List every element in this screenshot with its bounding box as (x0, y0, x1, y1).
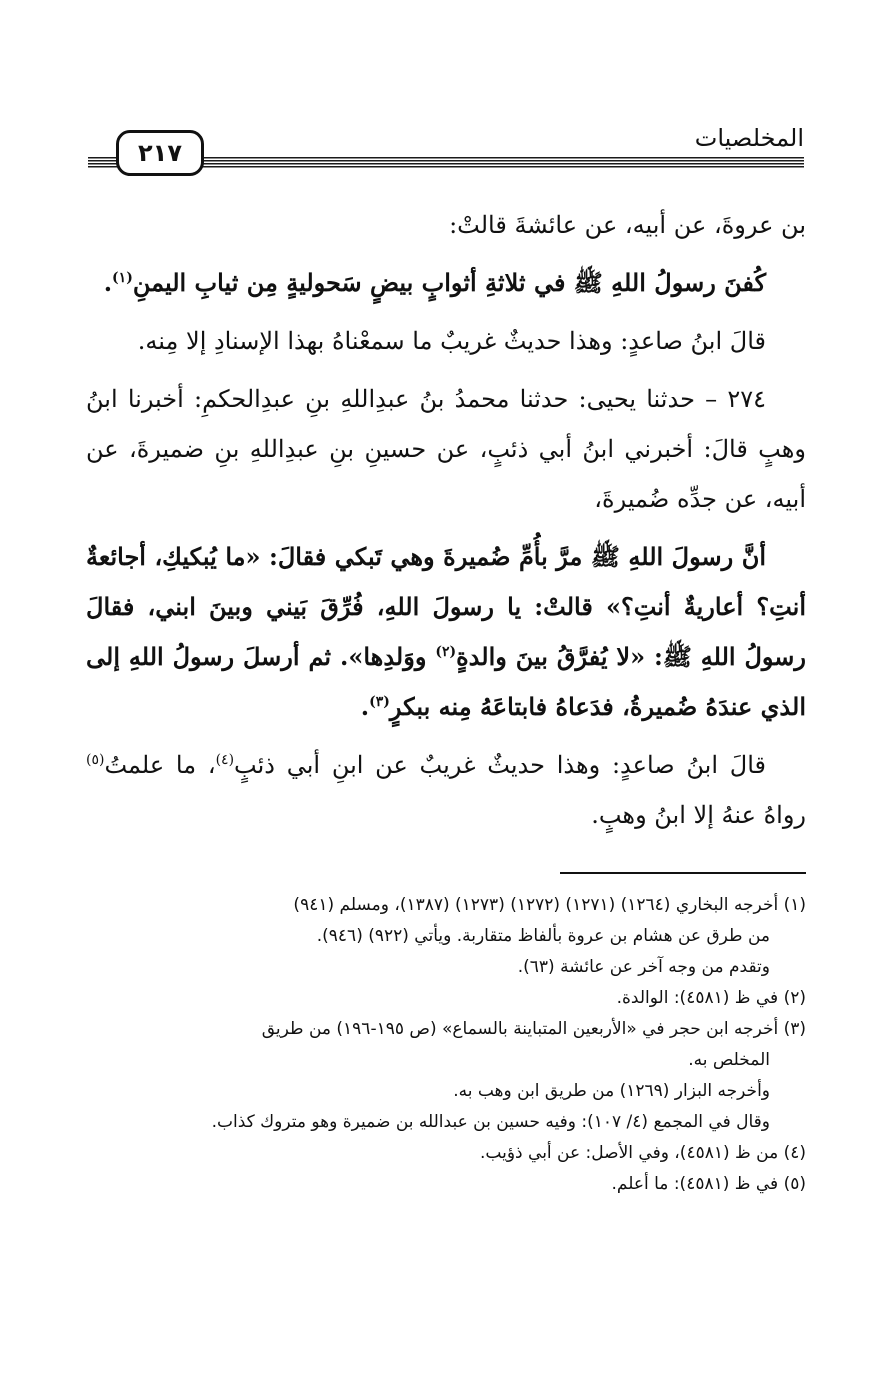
footnote-3: (٣) أخرجه ابن حجر في «الأربعين المتباينة بالسماع» (ص ١٩٥-١٩٦) من طريق (261, 1019, 806, 1039)
footnote-1-cont-2: وتقدم من وجه آخر عن عائشة (٦٣). (517, 957, 770, 977)
paragraph-5 (86, 532, 806, 732)
footnote-2: (٢) في ظ (٤٥٨١): الوالدة. (616, 988, 806, 1008)
paragraph-1: بن عروةَ، عن أبيه، عن عائشةَ قالتْ: (449, 211, 806, 239)
footnote-separator (560, 872, 806, 874)
footnote-ref-4: (٤) (215, 752, 235, 768)
hadith-text-1: كُفنَ رسولُ اللهِ ﷺ في ثلاثةِ أثوابٍ بيضٍ سَحوليةٍ مِن ثيابِ اليمنِ (132, 268, 766, 297)
page-number: ٢١٧ (116, 130, 204, 176)
page-header (88, 120, 804, 182)
footnote-1: (١) أخرجه البخاري (١٢٦٤) (١٢٧١) (١٢٧٢) (١٢٧٣) (١٣٨٧)، ومسلم (٩٤١) (293, 895, 806, 915)
hadith-text-2b: ووَلدِها». ثم أرسلَ رسولُ اللهِ إلى الذي عندَهُ ضُميرةُ، فدَعاهُ فابتاعَهُ مِنه ببكرٍ (86, 642, 806, 721)
footnote-1-cont-1: من طرق عن هشام بن عروة بألفاظ متقاربة. ويأتي (٩٢٢) (٩٤٦). (316, 926, 770, 946)
hadith-end-2: . (360, 692, 370, 721)
comment-a: قالَ ابنُ صاعدٍ: وهذا حديثٌ غريبٌ عن ابنِ أبي ذئبٍ (234, 751, 766, 779)
footnote-3-cont-1: المخلص به. (688, 1050, 770, 1070)
footnote-3-cont-3: وقال في المجمع (٤/ ١٠٧): وفيه حسين بن عبدالله بن ضميرة وهو متروك كذاب. (211, 1112, 770, 1132)
footnote-ref-1: (١) (112, 270, 133, 286)
paragraph-2 (86, 258, 806, 308)
footnote-5: (٥) في ظ (٤٥٨١): ما أعلم. (611, 1174, 806, 1194)
main-text (86, 200, 806, 840)
paragraph-6 (86, 740, 806, 840)
footnote-4: (٤) من ظ (٤٥٨١)، وفي الأصل: عن أبي ذؤيب. (480, 1143, 806, 1163)
footnote-3-cont-2: وأخرجه البزار (١٢٦٩) من طريق ابن وهب به. (453, 1081, 770, 1101)
comment-c: رواهُ عنهُ إلا ابنُ وهبٍ. (591, 801, 806, 829)
footnotes (88, 890, 806, 1200)
footnote-ref-5: (٥) (86, 752, 105, 768)
comment-b: ، ما علمتُ (104, 751, 216, 779)
paragraph-3: قالَ ابنُ صاعدٍ: وهذا حديثٌ غريبٌ ما سمعْناهُ بهذا الإسنادِ إلا مِنه. (137, 327, 766, 355)
footnote-ref-3: (٣) (369, 694, 390, 710)
hadith-end-1: . (103, 268, 113, 297)
footnote-ref-2: (٢) (435, 644, 457, 660)
hadith-text-2a: أنَّ رسولَ اللهِ ﷺ مرَّ بأُمِّ ضُميرةَ وهي تَبكي فقالَ: «ما يُبكيكِ، أجائعةٌ أنتِ؟ أعاريةٌ أنتِ؟» قالتْ: يا رسولَ اللهِ، فُرِّقَ بَيني وبينَ ابني، فقالَ رسولُ اللهِ ﷺ: «لا يُفرَّقُ بينَ والدةٍ (86, 542, 806, 671)
running-title: المخلصيات (694, 124, 804, 152)
paragraph-4: ٢٧٤ – حدثنا يحيى: حدثنا محمدُ بنُ عبدِاللهِ بنِ عبدِالحكمِ: أخبرنا ابنُ وهبٍ قالَ: أخبرني ابنُ أبي ذئبٍ، عن حسينِ بنِ عبدِاللهِ بنِ ضميرةَ، عن أبيه، عن جدِّه ضُميرةَ، (86, 385, 806, 513)
